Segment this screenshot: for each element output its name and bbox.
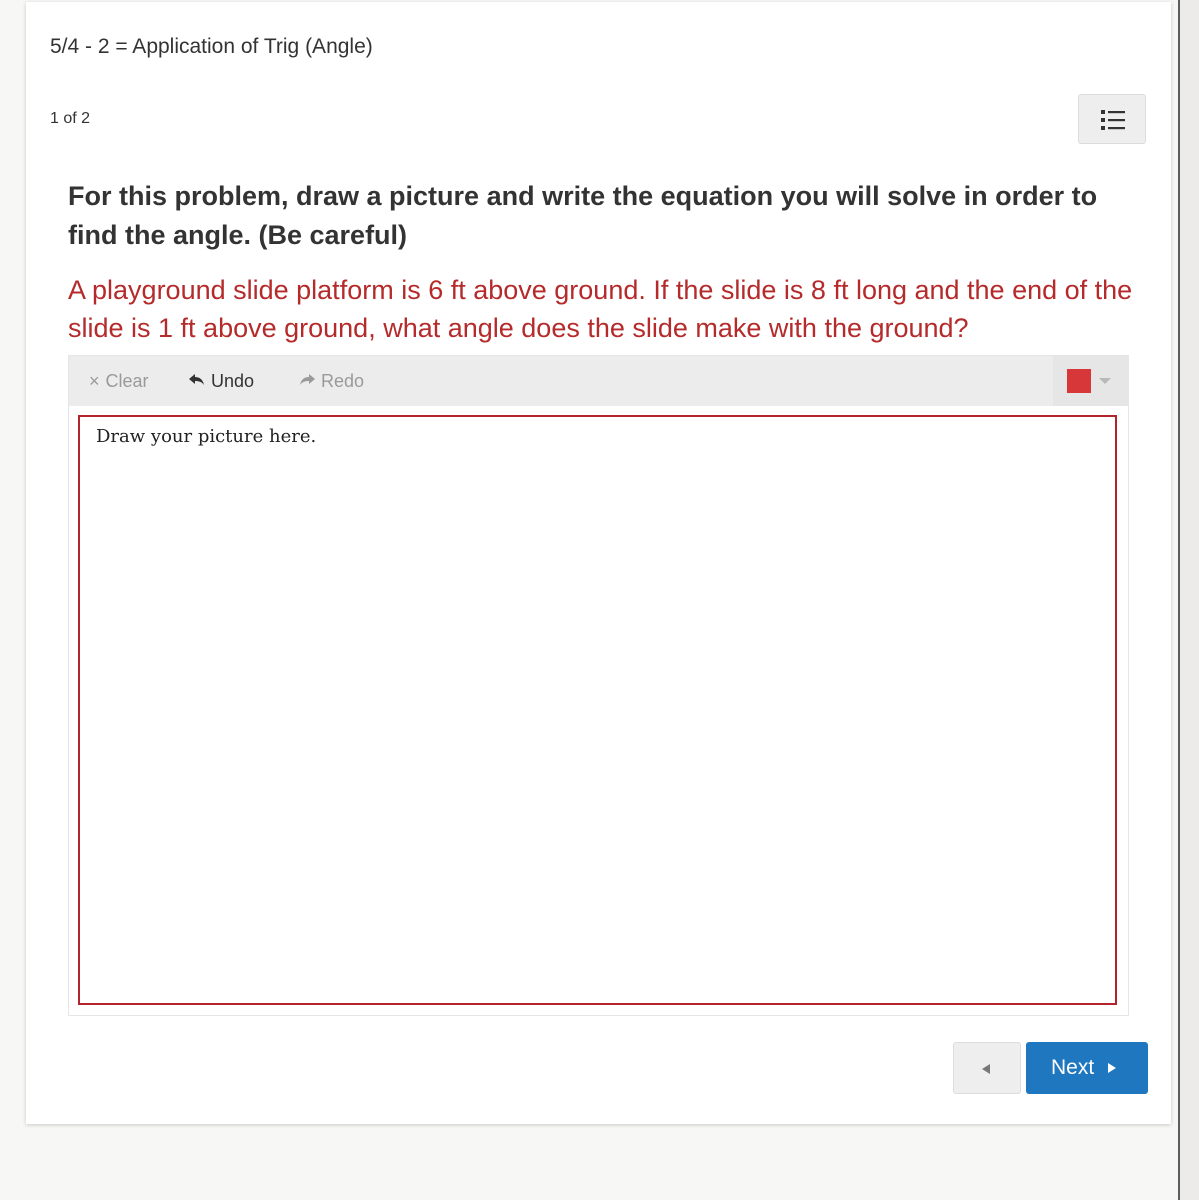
list-icon bbox=[1101, 110, 1125, 130]
problem-prompt: For this problem, draw a picture and write the equation you will solve in order to find the angle. (Be careful) bbox=[68, 181, 1098, 250]
drawing-canvas[interactable] bbox=[78, 415, 1117, 1005]
clear-label: Clear bbox=[105, 371, 149, 391]
chevron-down-icon bbox=[1099, 378, 1111, 384]
previous-button[interactable] bbox=[953, 1042, 1021, 1094]
next-label: Next bbox=[1051, 1056, 1095, 1079]
drawing-widget bbox=[68, 355, 1129, 1016]
drawing-toolbar bbox=[69, 356, 1128, 406]
chevron-left-icon bbox=[982, 1064, 990, 1074]
window-edge-divider bbox=[1178, 0, 1180, 1200]
clear-button[interactable] bbox=[89, 356, 149, 406]
pen-color-swatch bbox=[1067, 369, 1091, 393]
lesson-card bbox=[26, 2, 1171, 1124]
undo-label: Undo bbox=[211, 371, 255, 391]
redo-label: Redo bbox=[321, 371, 365, 391]
close-icon: × bbox=[89, 371, 100, 391]
table-of-contents-button[interactable] bbox=[1078, 94, 1146, 144]
undo-icon bbox=[189, 373, 205, 387]
next-button[interactable] bbox=[1026, 1042, 1148, 1094]
redo-button[interactable] bbox=[299, 356, 364, 406]
pen-color-picker[interactable] bbox=[1053, 356, 1128, 406]
redo-icon bbox=[299, 373, 315, 387]
undo-button[interactable] bbox=[169, 356, 279, 406]
problem-question: A playground slide platform is 6 ft above ground. If the slide is 8 ft long and the end of the slide is 1 ft above ground, what angle does the slide make with the ground? bbox=[68, 275, 1133, 343]
window-edge bbox=[1179, 0, 1199, 1200]
page-counter: 1 of 2 bbox=[50, 110, 91, 127]
canvas-placeholder: Draw your picture here. bbox=[96, 426, 317, 447]
chevron-right-icon bbox=[1108, 1063, 1116, 1073]
assignment-title: 5/4 - 2 = Application of Trig (Angle) bbox=[50, 35, 373, 58]
